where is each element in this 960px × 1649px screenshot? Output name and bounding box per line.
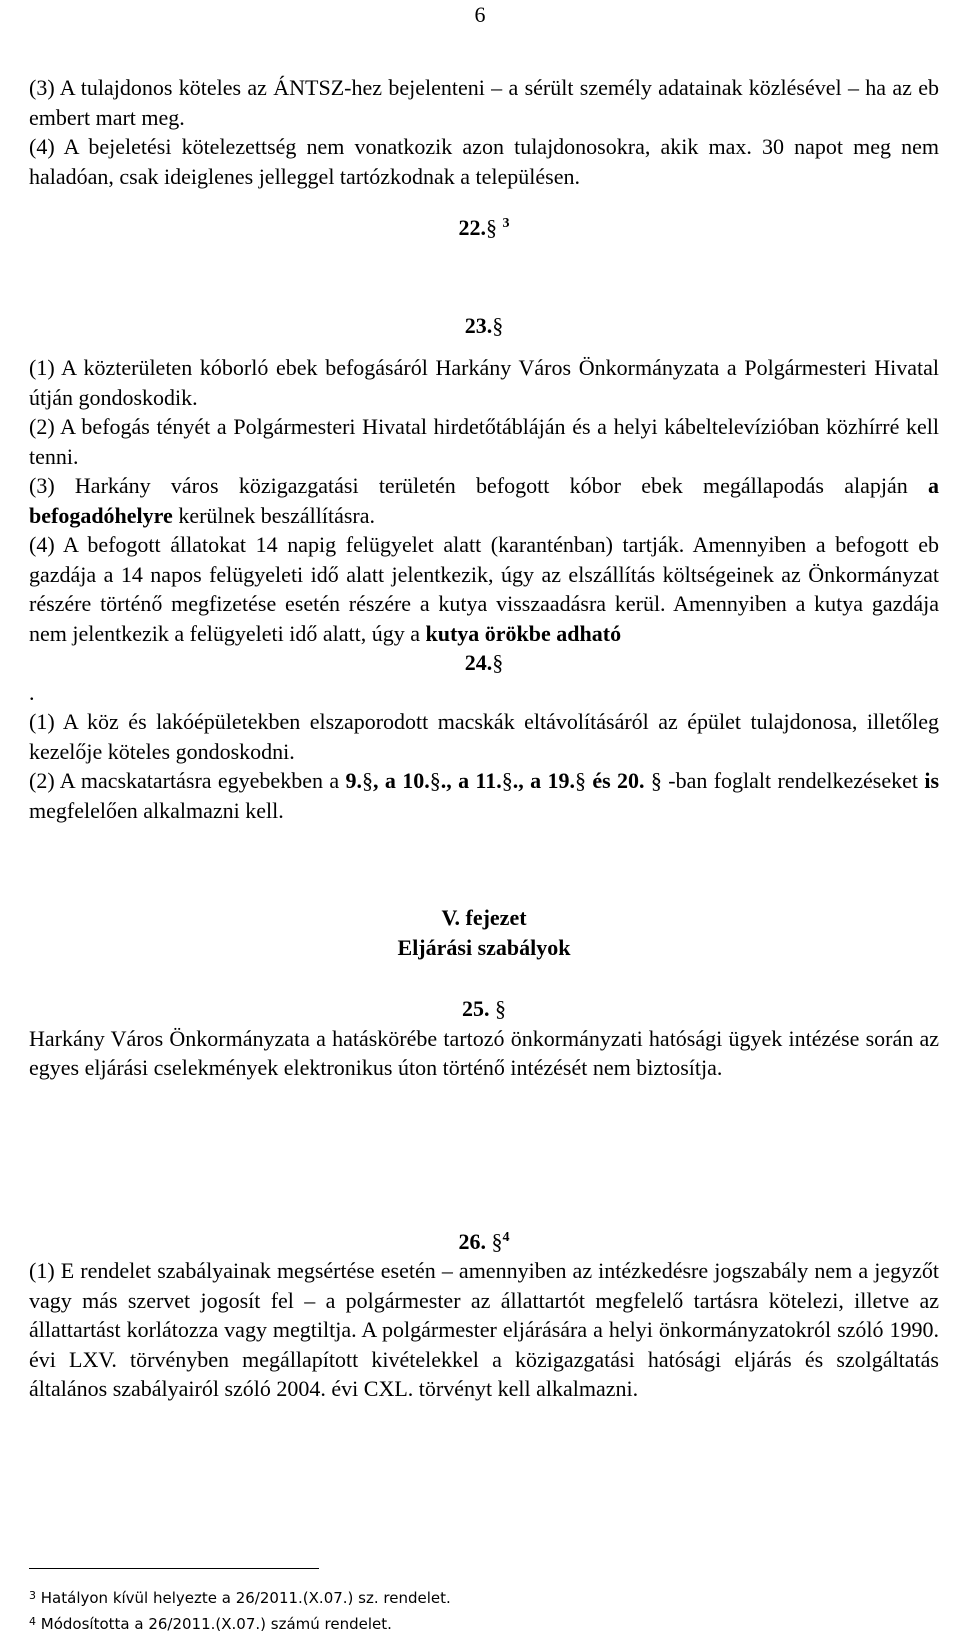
s25-paragraph: Harkány Város Önkormányzata a hatáskörébe tartozó önkormányzati hatósági ügyek intézése során az egyes eljárási cselekmények elektronikus úton történő intézését nem biztosítja. — [29, 1025, 939, 1080]
s24-p2-l: § — [644, 768, 662, 793]
chapter-subtitle: Eljárási szabályok — [397, 934, 571, 960]
page-number: 6 — [474, 2, 486, 27]
s23-p3-text: (3) Harkány város közigazgatási területén befogott kóbor ebek megállapodás alapján — [29, 473, 928, 498]
section-23-heading — [29, 311, 939, 341]
section-22-sign: § — [486, 215, 497, 240]
s23-paragraph-2: (2) A befogás tényét a Polgármesteri Hivatal hirdetőtábláján és a helyi kábeltelevízióban közhírré kell tenni. — [29, 414, 939, 469]
footnote-4-text: Módosította a 26/2011.(X.07.) számú rendelet. — [40, 1615, 392, 1633]
s24-p2-d: , a 10. — [372, 768, 430, 793]
s24-p2-j: § — [574, 768, 586, 793]
section-23-sign: § — [492, 312, 504, 338]
footnote-4-mark: 4 — [29, 1615, 36, 1628]
section-23-number: 23. — [464, 312, 493, 338]
s24-p2-f: ., a 11 — [440, 768, 497, 793]
section-25-heading — [29, 994, 939, 1024]
s24-paragraph-2 — [29, 766, 939, 825]
section-22-heading — [29, 213, 939, 243]
s21-paragraph-4: (4) A bejeletési kötelezettség nem vonatkozik azon tulajdonosokra, akik max. 30 napot meg nem haladóan, csak ideiglenes jelleggel tartózkodnak a településen. — [29, 134, 939, 189]
s24-p2-i: ., a 19. — [512, 768, 575, 793]
s24-p2-a: (2) A macskatartásra egyebekben a — [29, 768, 346, 793]
footnote-ref-4: 4 — [502, 1229, 510, 1245]
s23-p3-bold: a befogadóhelyre — [29, 473, 939, 528]
section-26-heading — [29, 1227, 939, 1257]
s23-p3-end: kerülnek beszállításra. — [172, 502, 376, 528]
s24-p2-e: § — [429, 768, 441, 793]
section-24-sign: § — [492, 650, 504, 675]
section-26-number: 26. — [458, 1228, 486, 1254]
s24-p2-o: megfelelően alkalmazni kell. — [29, 797, 284, 823]
footnote-3-text: Hatályon kívül helyezte a 26/2011.(X.07.) sz. rendelet. — [40, 1589, 451, 1607]
s24-p2-g: . — [496, 768, 502, 793]
s23-p4-text: (4) A befogott állatokat 14 napig felügyelet alatt (karanténban) tartják. Amennyiben a befogott eb gazdája a 14 napos felügyeleti idő alatt jelentkezik, úgy az elszállítás költségeinek az Önkormányzat részére történő megfizetése esetén részére a kutya visszaadásra kerül. Amennyiben a kutya gazdája nem jelentkezik a felügyeleti idő alatt, úgy a — [29, 532, 939, 646]
s24-dot: . — [29, 679, 35, 705]
section-24-number: 24. — [464, 650, 493, 675]
document-body — [29, 73, 939, 1404]
s24-paragraph-1: (1) A köz és lakóépületekben elszaporodott macskák eltávolításáról az épület tulajdonosa, illetőleg kezelője köteles gondoskodni. — [29, 709, 939, 764]
s21-paragraph-3: (3) A tulajdonos köteles az ÁNTSZ-hez bejelenteni – a sérült személy adatainak közlésével – ha az eb embert mart meg. — [29, 75, 939, 130]
s24-p2-n: is — [924, 768, 940, 793]
section-26-sign: § — [491, 1228, 503, 1254]
footnote-4 — [29, 1614, 392, 1634]
footnote-ref-3: 3 — [502, 216, 510, 231]
s23-p4-bold: kutya örökbe adható — [425, 620, 622, 646]
s24-p2-c: § — [361, 768, 373, 793]
section-25-sign: § — [495, 996, 506, 1021]
s23-paragraph-3 — [29, 471, 939, 530]
section-22-number: 22. — [458, 215, 486, 240]
section-25-number: 25. — [462, 996, 490, 1021]
chapter-title: V. fejezet — [441, 905, 527, 930]
s26-paragraph: (1) E rendelet szabályainak megsértése esetén – amennyiben az intézkedésre jogszabály nem a jegyzőt vagy más szervet jogosít fel – a polgármester az állattartót megfelelő tartásra kötelezi, illetve az állattartást korlátozza vagy megtiltja. A polgármester eljárására a helyi önkormányzatokról szóló 1990. évi LXV. törvényben megállapított kivételekkel a közigazgatási hatósági eljárás és szolgáltatás általános szabályairól szóló 2004. évi CXL. törvényt kell alkalmazni. — [29, 1258, 939, 1401]
s23-paragraph-1: (1) A közterületen kóborló ebek befogásáról Harkány Város Önkormányzata a Polgármesteri Hivatal útján gondoskodik. — [29, 355, 939, 410]
footnote-3 — [29, 1588, 451, 1608]
s24-p2-k: és 20. — [585, 768, 645, 793]
s24-p2-b: 9. — [345, 768, 362, 793]
s24-p2-h: § — [501, 768, 513, 793]
footnote-3-mark: 3 — [29, 1589, 36, 1602]
footnote-separator — [29, 1568, 319, 1569]
s23-paragraph-4 — [29, 530, 939, 648]
s24-p2-m: -ban foglalt rendelkezéseket — [661, 768, 925, 793]
section-24-heading — [29, 648, 939, 678]
